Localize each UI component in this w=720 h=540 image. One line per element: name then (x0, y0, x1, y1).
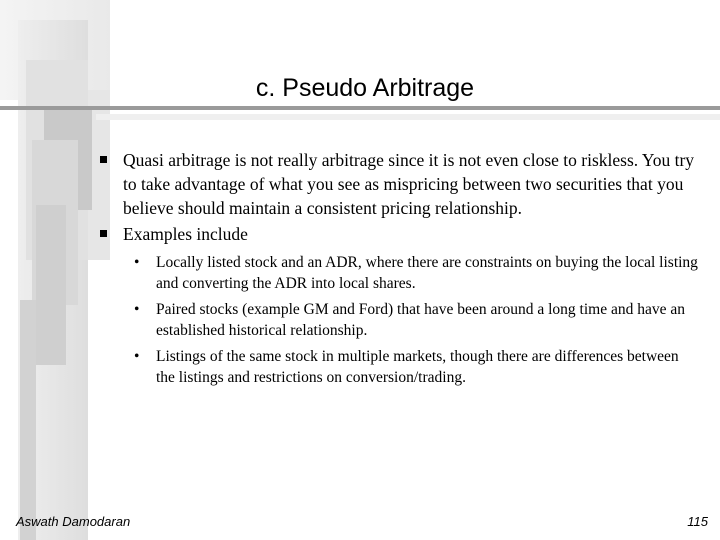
bullet-text: Examples include (123, 224, 248, 244)
sub-bullet-text: Locally listed stock and an ADR, where there are constraints on buying the local listing and converting the ADR into local shares. (156, 254, 698, 292)
title-divider (0, 106, 720, 110)
sub-bullet-text: Listings of the same stock in multiple markets, though there are differences between the listings and restrictions on conversion/trading. (156, 348, 679, 386)
dot-bullet-icon: • (134, 254, 140, 271)
sub-bullet-item (134, 346, 700, 388)
bullet-item (100, 148, 700, 220)
decorative-bar (36, 205, 66, 365)
dot-bullet-icon: • (134, 348, 140, 365)
sub-bullet-text: Paired stocks (example GM and Ford) that have been around a long time and have an established historical relationship. (156, 301, 685, 339)
decorative-bar (20, 300, 36, 540)
bullet-text: Quasi arbitrage is not really arbitrage since it is not even close to riskless. You try to take advantage of what you see as mispricing between two securities that you believe should maintain a consistent pricing relationship. (123, 150, 695, 218)
square-bullet-icon (100, 156, 107, 163)
sub-bullet-item (134, 252, 700, 294)
footer-author: Aswath Damodaran (16, 514, 131, 529)
slide-title: c. Pseudo Arbitrage (255, 74, 475, 102)
slide-body (100, 148, 700, 393)
title-divider-shadow (96, 114, 720, 120)
bullet-item (100, 222, 700, 246)
page-number: 115 (687, 514, 708, 529)
sub-bullet-list (100, 252, 700, 388)
square-bullet-icon (100, 230, 107, 237)
dot-bullet-icon: • (134, 301, 140, 318)
sub-bullet-item (134, 299, 700, 341)
